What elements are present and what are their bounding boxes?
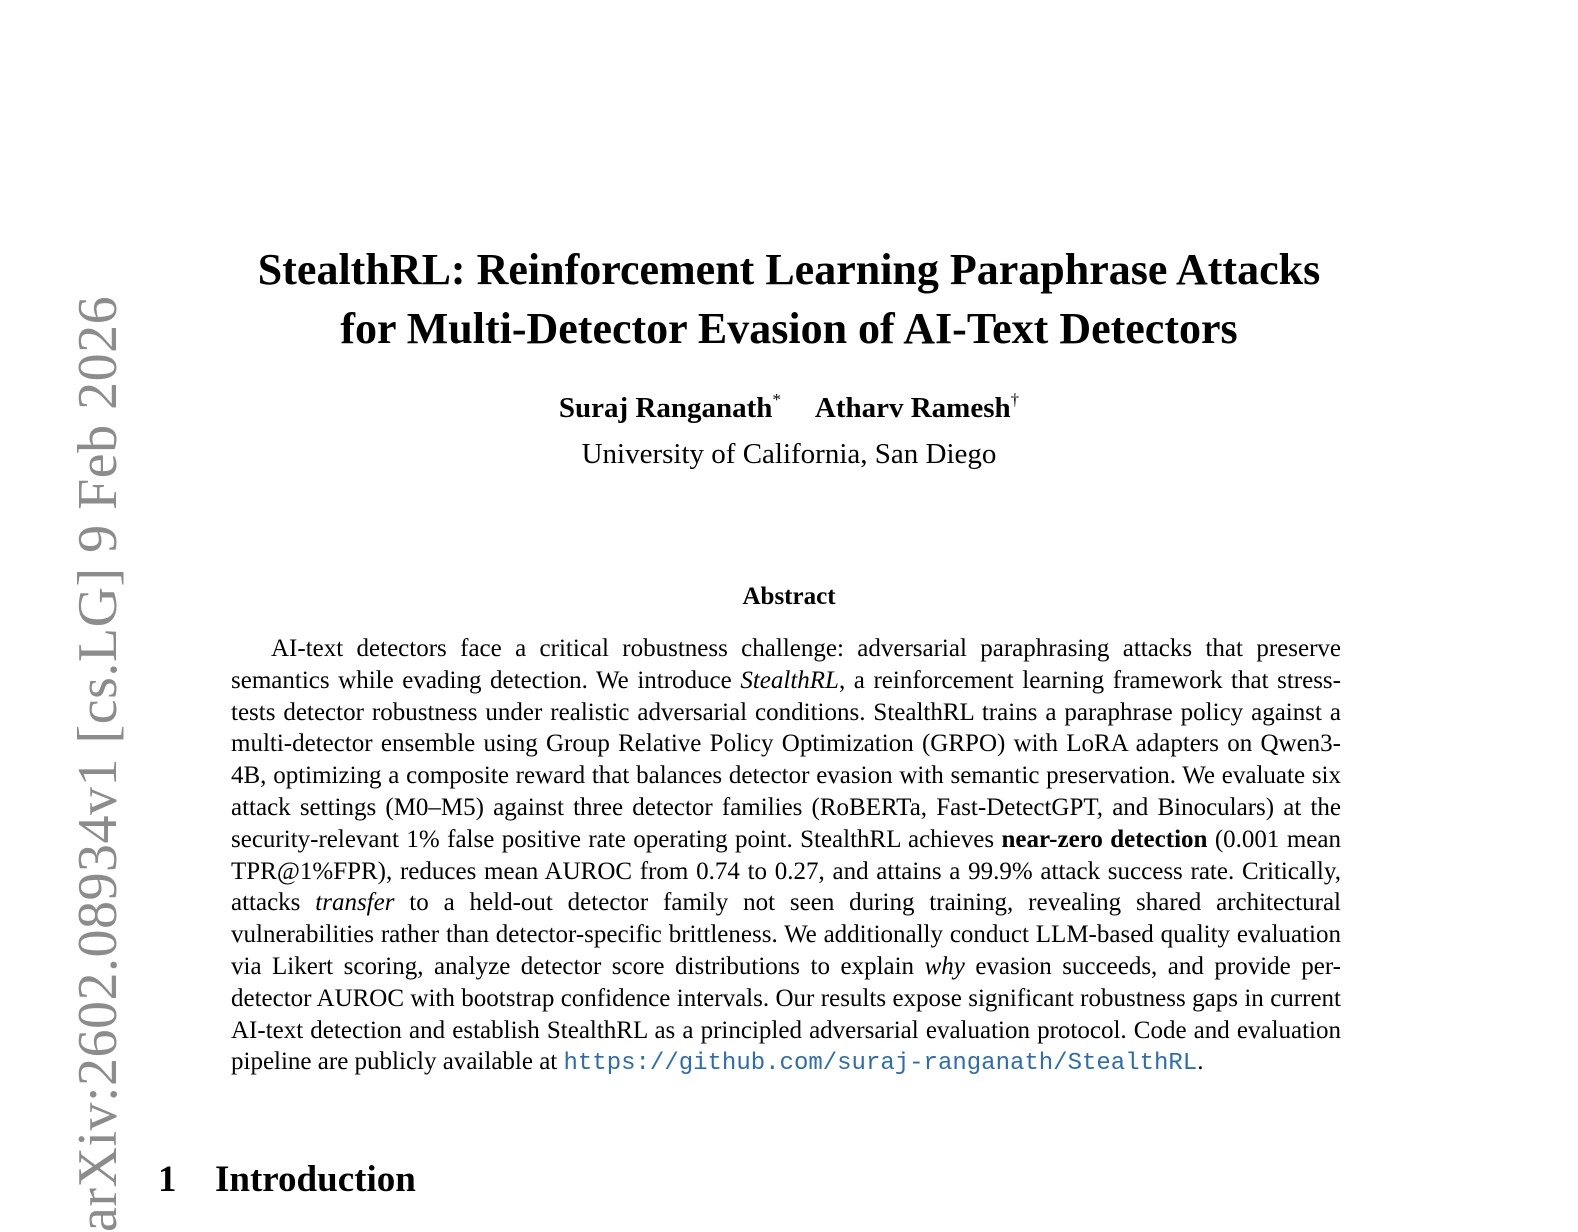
title-line-1: StealthRL: Reinforcement Learning Paraphrase Attacks: [257, 245, 1321, 294]
author-name: Atharv Ramesh: [814, 392, 1011, 424]
abstract-heading: Abstract: [742, 583, 836, 610]
abstract-emphasis: transfer: [315, 889, 395, 917]
arxiv-category: [cs.LG]: [67, 567, 129, 744]
abstract-bold: near-zero detection: [1001, 825, 1208, 853]
affiliation: University of California, San Diego: [581, 438, 997, 470]
section-heading: [158, 1158, 416, 1201]
arxiv-date: 9 Feb 2026: [67, 295, 129, 553]
author-name: Suraj Ranganath: [558, 392, 773, 424]
abstract-emphasis: why: [924, 952, 965, 980]
author-footnote-mark: *: [772, 390, 781, 409]
author-footnote-mark: †: [1010, 390, 1020, 409]
abstract-text: (0.001 mean TPR@1%FPR), reduces mean AUROC from 0.74 to 0.27, and attains a 99.9% attack success rate. Critically, attacks: [231, 825, 1341, 917]
title-line-2: for Multi-Detector Evasion of AI-Text Detectors: [340, 304, 1238, 353]
section-title: Introduction: [215, 1159, 416, 1200]
abstract-text: to a held-out detector family not seen during training, revealing shared architectural vulnerabilities rather than detector-specific brittleness. We additionally conduct LLM-based quality evaluation via Likert scoring, analyze detector score distributions to explain: [231, 889, 1341, 980]
section-number: 1: [158, 1159, 177, 1200]
author-list: [0, 390, 1578, 425]
abstract-text: evasion succeeds, and provide per-detector AUROC with bootstrap confidence intervals. Our results expose significant robustness gaps in current AI-text detection and establish StealthRL as a principled adversarial evaluation protocol. Code and evaluation pipeline are publicly available at: [231, 952, 1341, 1076]
arxiv-id: arXiv:2602.08934v1: [67, 757, 129, 1232]
paper-title: [0, 240, 1578, 358]
abstract-emphasis: StealthRL: [740, 666, 839, 694]
github-link[interactable]: https://github.com/suraj-ranganath/StealthRL: [563, 1050, 1198, 1078]
abstract-text: .: [1197, 1048, 1204, 1076]
abstract-body: [231, 633, 1341, 1080]
arxiv-identifier-stamp: [66, 295, 130, 1232]
abstract-text: , a reinforcement learning framework that stress-tests detector robustness under realistic adversarial conditions. StealthRL trains a paraphrase policy against a multi-detector ensemble using Group Relative Policy Optimization (GRPO) with LoRA adapters on Qwen3-4B, optimizing a composite reward that balances detector evasion with semantic preservation. We evaluate six attack settings (M0–M5) against three detector families (RoBERTa, Fast-DetectGPT, and Binoculars) at the security-relevant 1% false positive rate operating point. StealthRL achieves: [231, 666, 1341, 853]
abstract-text: AI-text detectors face a critical robustness challenge: adversarial paraphrasing attacks that preserve semantics while evading detection. We introduce: [231, 635, 1341, 694]
